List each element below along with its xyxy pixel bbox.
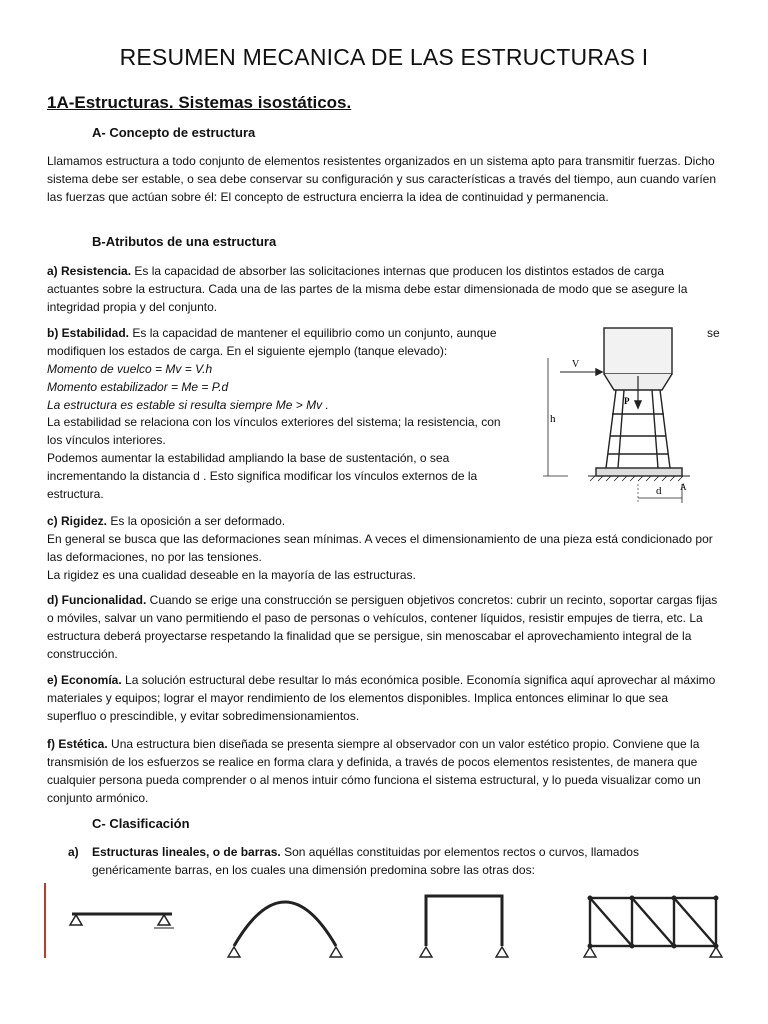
estabilidad-line1-end: se bbox=[707, 326, 720, 340]
section-heading: 1A-Estructuras. Sistemas isostáticos. bbox=[47, 93, 352, 112]
resistencia-label: a) Resistencia. bbox=[47, 264, 132, 278]
paragraph-rigidez bbox=[47, 512, 719, 530]
rigidez-text-3: La rigidez es una cualidad deseable en la mayoría de las estructuras. bbox=[47, 568, 416, 582]
formula-vuelco: Momento de vuelco = Mv = V.h bbox=[47, 362, 213, 376]
estabilidad-text-3: La estabilidad se relaciona con los vínculos exteriores del sistema; la resistencia, con bbox=[47, 415, 501, 429]
paragraph-economia bbox=[47, 671, 719, 725]
paragraph-estabilidad-line1 bbox=[47, 324, 537, 342]
funcionalidad-text: Cuando se erige una construcción se persiguen objetivos concretos: cubrir un recinto, soportar cargas fijas o móviles, salvar un vano permitiendo el paso de personas o vehículos, contener líquidos, resistir empujes de tierra, etc. La estructura deberá proyectarse respetando la finalidad que se persigue, sin menoscabar el aprovechamiento integral de la construcción. bbox=[47, 593, 718, 661]
subheading-a: A- Concepto de estructura bbox=[92, 125, 256, 140]
paragraph-resistencia bbox=[47, 262, 719, 316]
rigidez-text-1: Es la oposición a ser deformado. bbox=[107, 514, 286, 528]
clasif-marker-text: a) bbox=[68, 845, 79, 859]
tower-braces bbox=[608, 414, 668, 454]
estabilidad-text-1: Es la capacidad de mantener el equilibrio como un conjunto, aunque bbox=[129, 326, 497, 340]
estetica-text: Una estructura bien diseñada se presenta siempre al observador con un valor estético propio. Conviene que la transmisión de los esfuerzos se realice en forma clara y definida, a través de pocos elementos resistentes, de manera que cualquier persona pueda comprender o al menos intuir cómo funciona el sistema estructural, y lo pueda visualizar como un conjunto armónico. bbox=[47, 737, 701, 805]
rigidez-label: c) Rigidez. bbox=[47, 514, 108, 528]
label-d: d bbox=[656, 485, 662, 497]
subheading-c: C- Clasificación bbox=[92, 816, 190, 831]
estetica-label: f) Estética. bbox=[47, 737, 108, 751]
p-arrow-head bbox=[635, 401, 641, 408]
frame-figure bbox=[412, 888, 522, 960]
arch-figure bbox=[220, 888, 350, 960]
economia-text: La solución estructural debe resultar lo más económica posible. Economía significa aquí aprovechar al máximo materiales y equipos; lograr el mayor rendimiento de los elementos disponibles. Implica entonces eliminar lo que sea superfluo o prescindible, y evitar sobredimensionamientos. bbox=[47, 673, 716, 723]
ground-hatch bbox=[590, 476, 683, 481]
estabilidad-label: b) Estabilidad. bbox=[47, 326, 130, 340]
beam-figure bbox=[64, 896, 184, 936]
paragraph-concepto: Llamamos estructura a todo conjunto de elementos resistentes organizados en un sistema apto para transmitir fuerzas. Dicho sistema debe ser estable, o sea debe conservar su configuración y sus características a través del tiempo, aun cuando varíen las fuerzas que actúan sobre él: El concepto de estructura encierra la idea de continuidad y permanencia. bbox=[47, 154, 717, 204]
water-tower-figure bbox=[538, 318, 698, 514]
tower-base bbox=[596, 468, 682, 476]
margin-marker bbox=[44, 883, 46, 958]
estabilidad-text-5: Podemos aumentar la estabilidad ampliando la base de sustentación, o sea bbox=[47, 451, 450, 465]
v-arrow-head bbox=[596, 369, 602, 375]
paragraph-estetica bbox=[47, 735, 719, 807]
label-p: P bbox=[624, 396, 630, 406]
paragraph-clasif-a bbox=[92, 843, 712, 879]
estabilidad-text-4: los vínculos interiores. bbox=[47, 433, 166, 447]
estabilidad-text-2: modifiquen los estados de carga. En el siguiente ejemplo (tanque elevado): bbox=[47, 344, 448, 358]
estabilidad-text-7: estructura. bbox=[47, 487, 104, 501]
economia-label: e) Economía. bbox=[47, 673, 122, 687]
label-a: A bbox=[680, 482, 687, 492]
paragraph-funcionalidad bbox=[47, 591, 719, 663]
clasif-a-text: Son aquéllas constituidas por elementos rectos o curvos, llamados genéricamente barras, en los cuales una dimensión predomina sobre las otras dos: bbox=[92, 845, 639, 877]
formula-estabilizador: Momento estabilizador = Me = P.d bbox=[47, 380, 229, 394]
label-v: V bbox=[572, 359, 580, 370]
rigidez-text-2: En general se busca que las deformaciones sean mínimas. A veces el dimensionamiento de una pieza está condicionado por las deformaciones, no por las tensiones. bbox=[47, 532, 713, 564]
funcionalidad-label: d) Funcionalidad. bbox=[47, 593, 147, 607]
clasif-a-label: Estructuras lineales, o de barras. bbox=[92, 845, 281, 859]
subheading-b: B-Atributos de una estructura bbox=[92, 234, 277, 249]
label-h: h bbox=[550, 413, 556, 425]
truss-figure bbox=[580, 890, 730, 960]
tank-shape bbox=[604, 328, 672, 374]
formula-condicion: La estructura es estable si resulta siempre Me > Mv . bbox=[47, 398, 329, 412]
page-title: RESUMEN MECANICA DE LAS ESTRUCTURAS I bbox=[119, 44, 649, 70]
resistencia-text: Es la capacidad de absorber las solicitaciones internas que producen los distintos estados de carga actuantes sobre la estructura. Cada una de las partes de la misma debe estar dimensionada de modo que se asegure la integridad propia y del conjunto. bbox=[47, 264, 688, 314]
estabilidad-text-6: incrementando la distancia d . Esto significa modificar los vínculos externos de la bbox=[47, 469, 478, 483]
